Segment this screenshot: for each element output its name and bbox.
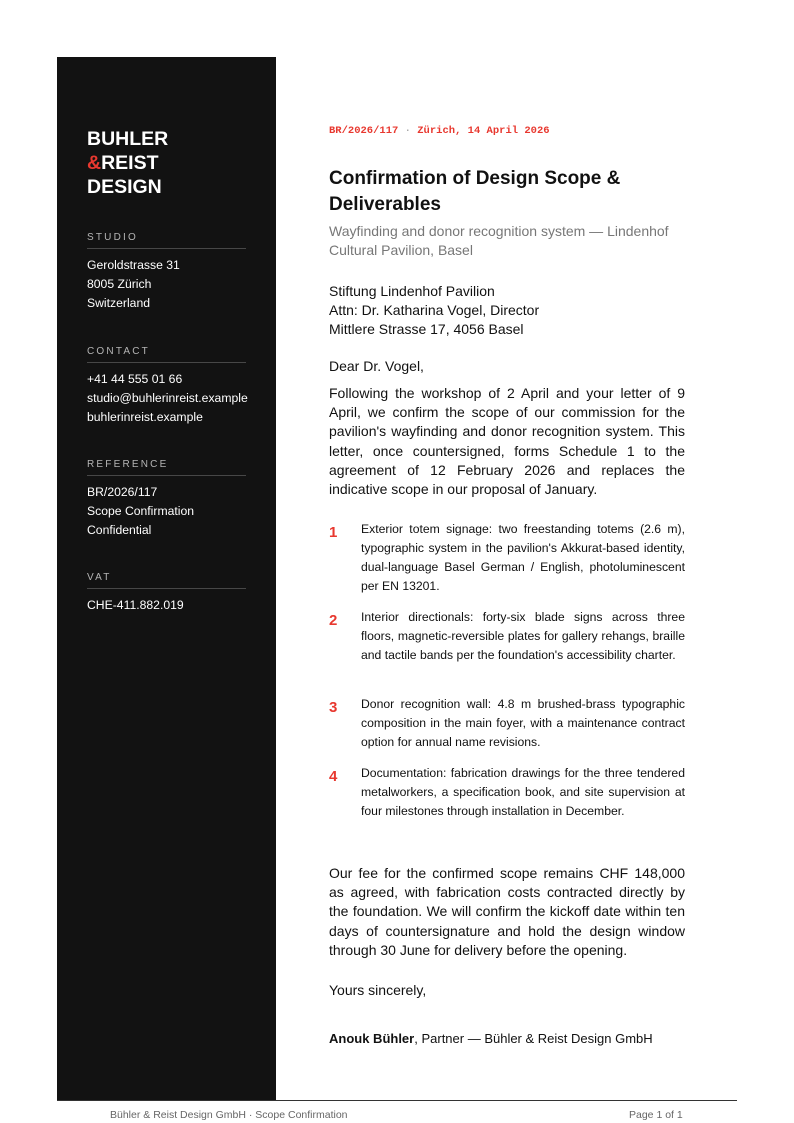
scope-item-text: Donor recognition wall: 4.8 m brushed-brass typographic composition in the main foyer, with a maintenance contract option for annual name revisions.	[361, 697, 685, 749]
scope-item-text: Interior directionals: forty-six blade signs across three floors, magnetic-reversible plates for gallery rehangs, braille and tactile bands per the foundation's accessibility charter.	[361, 610, 685, 662]
vat-number: CHE-411.882.019	[87, 598, 184, 612]
contact-phone[interactable]: +41 44 555 01 66	[87, 372, 183, 386]
brand-line-2-text: REIST	[101, 152, 159, 174]
reference-label: REFERENCE	[87, 458, 246, 476]
studio-section	[87, 231, 246, 312]
fee-paragraph: Our fee for the confirmed scope remains CHF 148,000 as agreed, with fabrication costs contracted directly by the foundation. We will confirm the kickoff date within ten days of countersignature and hold the design window through 30 June for delivery before the opening.	[329, 865, 685, 958]
intro-paragraph: Following the workshop of 2 April and your letter of 9 April, we confirm the scope of our commission for the pavilion's wayfinding and donor recognition system. This letter, once countersigned, forms Schedule 1 to the agreement of 12 February 2026 and replaces the indicative scope in our proposal of January.	[329, 385, 685, 498]
brand-line-3: DESIGN	[87, 176, 162, 198]
reference-line: Confidential	[87, 522, 152, 537]
reference-code: BR/2026/117	[329, 125, 399, 137]
brand-logo	[87, 127, 168, 199]
brand-line-1: BUHLER	[87, 128, 169, 150]
vat-section	[87, 571, 246, 615]
scope-item-number: 1	[329, 524, 338, 541]
closing: Yours sincerely,	[329, 982, 427, 998]
scope-item-number: 2	[329, 612, 338, 629]
contact-email[interactable]: studio@buhlerinreist.example	[87, 390, 248, 405]
letter-subtitle: Wayfinding and donor recognition system — Lindenhof Cultural Pavilion, Basel	[329, 223, 669, 258]
studio-line: 8005 Zürich	[87, 276, 152, 291]
scope-item	[329, 695, 685, 752]
studio-label: STUDIO	[87, 231, 246, 249]
signature-line	[329, 1030, 653, 1048]
footer-divider	[57, 1100, 737, 1101]
reference-line: BR/2026/117	[87, 485, 158, 499]
scope-item	[329, 520, 685, 596]
recipient-line: Attn: Dr. Katharina Vogel, Director	[329, 302, 540, 318]
scope-item-number: 3	[329, 699, 338, 716]
studio-line: Switzerland	[87, 295, 150, 310]
scope-item	[329, 764, 685, 821]
scope-item-number: 4	[329, 768, 338, 785]
signature-name: Anouk Bühler	[329, 1031, 415, 1046]
recipient-address	[329, 282, 539, 339]
signature-role: , Partner — Bühler & Reist Design GmbH	[414, 1031, 653, 1046]
vat-label: VAT	[87, 571, 246, 589]
scope-item-text: Documentation: fabrication drawings for the three tendered metalworkers, a specification book, and site supervision at four milestones through installation in December.	[361, 766, 685, 818]
brand-ampersand: &	[87, 152, 102, 174]
reference-separator: ·	[404, 125, 411, 137]
place-date: Zürich, 14 April 2026	[417, 125, 550, 137]
letter-title: Confirmation of Design Scope & Deliverables	[329, 168, 621, 215]
reference-line: Scope Confirmation	[87, 503, 195, 518]
sidebar	[57, 57, 276, 1100]
contact-website[interactable]: buhlerinreist.example	[87, 409, 203, 424]
reference-dateline	[329, 125, 550, 137]
contact-label: CONTACT	[87, 345, 246, 363]
footer-left: Bühler & Reist Design GmbH · Scope Confirmation	[110, 1109, 348, 1121]
contact-section	[87, 345, 246, 426]
page-number: Page 1 of 1	[629, 1109, 683, 1121]
brand-line-2	[87, 151, 168, 175]
reference-section	[87, 458, 246, 539]
recipient-line: Stiftung Lindenhof Pavilion	[329, 283, 495, 299]
salutation: Dear Dr. Vogel,	[329, 358, 424, 374]
scope-item	[329, 608, 685, 665]
scope-item-text: Exterior totem signage: two freestanding totems (2.6 m), typographic system in the pavilion's Akkurat-based identity, dual-language Basel German / English, photoluminescent per EN 13201.	[361, 522, 685, 593]
recipient-line: Mittlere Strasse 17, 4056 Basel	[329, 321, 524, 337]
studio-line: Geroldstrasse 31	[87, 258, 180, 272]
